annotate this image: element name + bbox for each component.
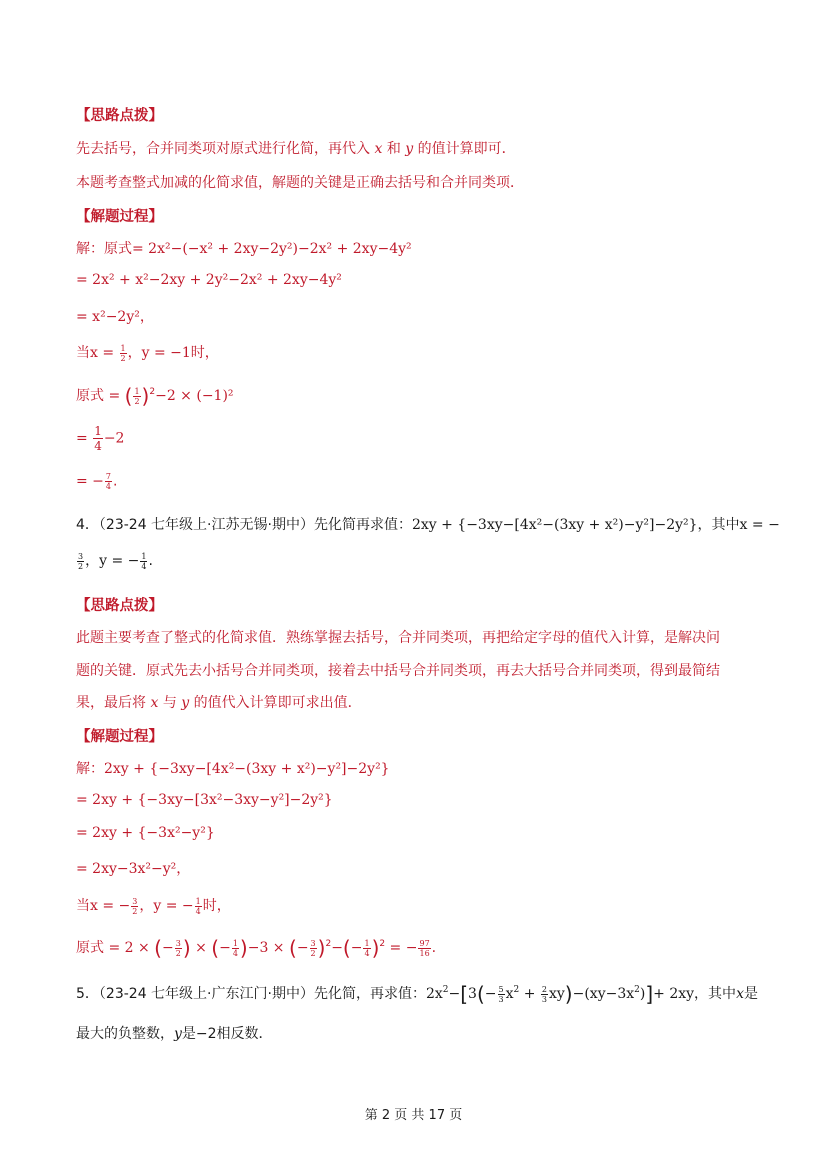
tips-heading: 【思路点拨】 (76, 598, 163, 614)
evaluation-line: 原式 = ( $\frac{1}{2}$ )$^2$−2 × (−1)² (76, 384, 234, 408)
evaluation-line: 原式 = 2 × (− $\frac{3}{2}$ ) × (− $\frac{1}{4}$ )−3 × (− $\frac{3}{2}$ )$^2$−(− $\frac{1}{4}$ )$^2$ = − $\frac{97}{16}$ . (76, 936, 437, 960)
evaluation-line: = $\frac{1}{4}$ −2 (76, 424, 125, 453)
solution-step: 解：原式= 2x²−(−x² + 2xy−2y²)−2x² + 2xy−4y² (76, 241, 412, 257)
problem-5-line2: 最大的负整数，y是−2相反数． (76, 1026, 273, 1042)
solution-step: = 2xy + {−3x²−y²} (76, 825, 215, 841)
solution-step: 解：2xy + {−3xy−[4x²−(3xy + x²)−y²]−2y²} (76, 761, 390, 777)
problem-5-line1: 5．（23-24 七年级上·广东江门·期中）先化简，再求值：$2x^2-[3(-$ $\frac{5}{3}$ $x^2$ + $\frac{2}{3}$ $xy)-(xy-3x^2)]+ 2xy$，其中x是 (76, 982, 758, 1006)
page-footer: 第 2 页 共 17 页 (364, 1108, 463, 1123)
tip-line: 先去括号，合并同类项对原式进行化简，再代入 x 和 y 的值计算即可． (76, 141, 516, 157)
tip-line: 题的关键．原式先去小括号合并同类项，接着去中括号合并同类项，再去大括号合并同类项，得到最简结 (76, 663, 720, 679)
solution-step: = 2xy + {−3xy−[3x²−3xy−y²]−2y²} (76, 792, 333, 808)
solution-step: = 2xy−3x²−y²， (76, 861, 191, 877)
problem-4-line1: 4．（23-24 七年级上·江苏无锡·期中）先化简再求值：2xy + {−3xy−[4x²−(3xy + x²)−y²]−2y²}，其中x = − (76, 517, 780, 533)
condition-line: 当x = $\frac{1}{2}$ ，y = −1时， (76, 343, 219, 363)
tip-line: 此题主要考查了整式的化简求值．熟练掌握去括号，合并同类项，再把给定字母的值代入计算，是解决问 (76, 630, 720, 646)
condition-line: 当x = − $\frac{3}{2}$ ，y = − $\frac{1}{4}$ 时， (76, 896, 231, 916)
tip-line: 果，最后将 x 与 y 的值代入计算即可求出值． (76, 695, 362, 711)
solution-heading: 【解题过程】 (76, 209, 163, 225)
problem-4-line2: $\frac{3}{2}$ ，y = − $\frac{1}{4}$ . (78, 551, 153, 571)
tips-heading: 【思路点拨】 (76, 108, 163, 124)
solution-heading: 【解题过程】 (76, 729, 163, 745)
solution-step: = x²−2y²， (76, 309, 154, 325)
answer-line: = − $\frac{7}{4}$ . (76, 472, 118, 491)
tip-line: 本题考查整式加减的化简求值，解题的关键是正确去括号和合并同类项． (76, 175, 524, 191)
solution-step: = 2x² + x²−2xy + 2y²−2x² + 2xy−4y² (76, 272, 342, 288)
